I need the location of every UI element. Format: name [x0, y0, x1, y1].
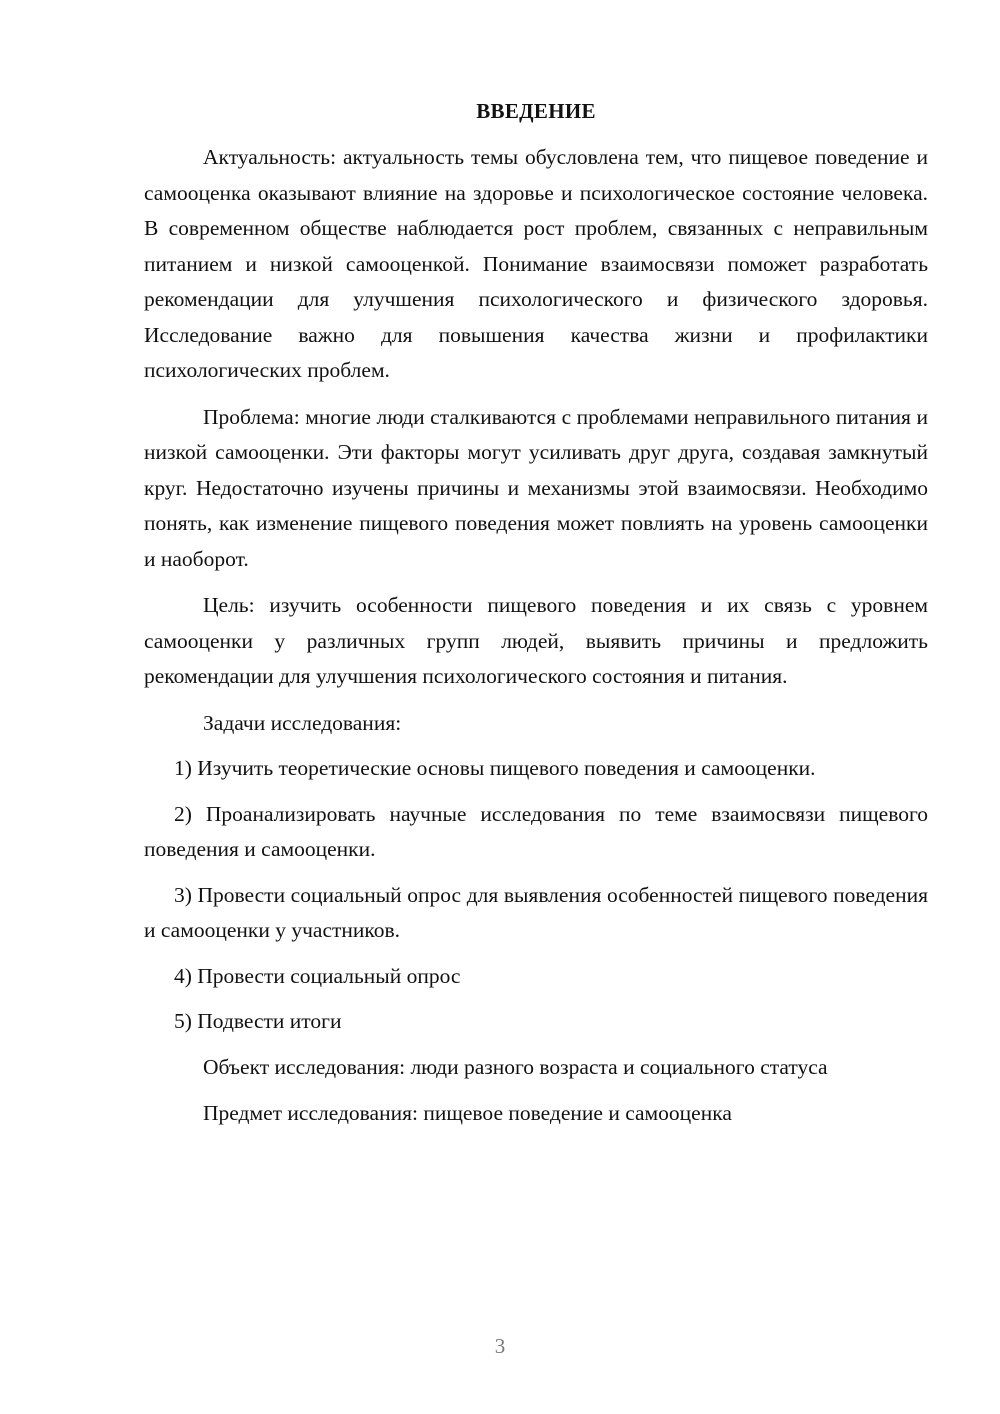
page-number: 3	[494, 1334, 506, 1358]
task-item: 4) Провести социальный опрос	[174, 963, 461, 988]
object-paragraph: Объект исследования: люди разного возраста и социального статуса	[203, 1054, 828, 1079]
goal-paragraph: Цель: изучить особенности пищевого поведения и их связь с уровнем самооценки у различных групп людей, выявить причины и предложить рекомендации для улучшения психологического состояния и питания.	[144, 593, 928, 688]
page-content	[144, 96, 928, 1143]
task-item: 1) Изучить теоретические основы пищевого поведения и самооценки.	[174, 756, 816, 780]
task-item: 5) Подвести итоги	[174, 1009, 342, 1033]
tasks-list	[144, 751, 928, 1040]
tasks-heading: Задачи исследования:	[203, 710, 402, 735]
section-title: ВВЕДЕНИЕ	[476, 99, 596, 123]
subject-paragraph: Предмет исследования: пищевое поведение и самооценка	[203, 1101, 732, 1125]
task-item: 2) Проанализировать научные исследования по теме взаимосвязи пищевого поведения и самооценки.	[144, 801, 928, 861]
task-item: 3) Провести социальный опрос для выявления особенностей пищевого поведения и самооценки у участников.	[144, 882, 928, 942]
problem-paragraph: Проблема: многие люди сталкиваются с проблемами неправильного питания и низкой самооценки. Эти факторы могут усиливать друг друга, создавая замкнутый круг. Недостаточно изучены причины и механизмы этой взаимосвязи. Необходимо понять, как изменение пищевого поведения может повлиять на уровень самооценки и наоборот.	[144, 404, 928, 571]
relevance-paragraph: Актуальность: актуальность темы обусловлена тем, что пищевое поведение и самооценка оказывают влияние на здоровье и психологическое состояние человека. В современном обществе наблюдается рост проблем, связанных с неправильным питанием и низкой самооценкой. Понимание взаимосвязи поможет разработать рекомендации для улучшения психологического и физического здоровья. Исследование важно для повышения качества жизни и профилактики психологических проблем.	[144, 145, 928, 382]
